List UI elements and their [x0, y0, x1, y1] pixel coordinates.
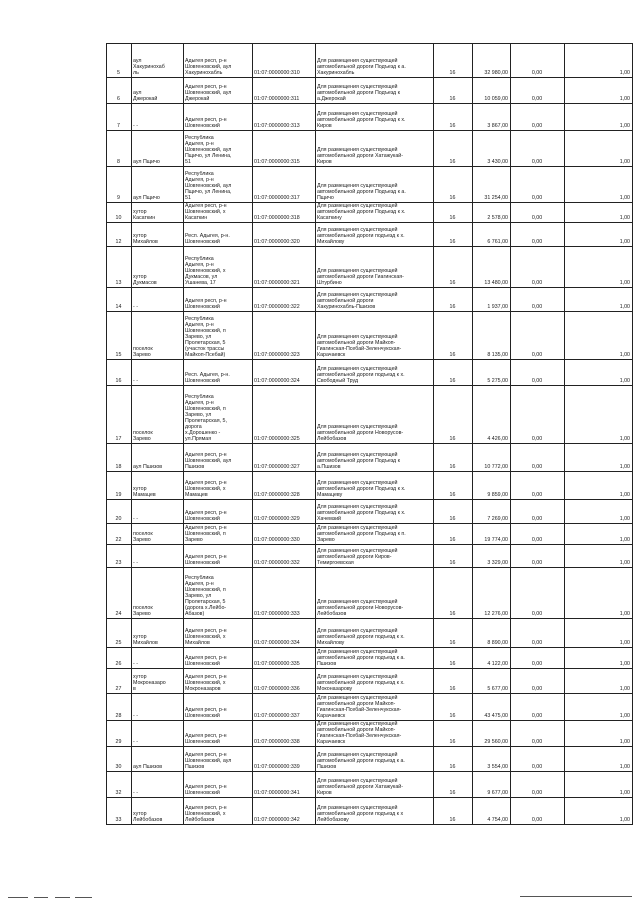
value-a-cell: 0,00	[531, 96, 543, 102]
value-a-cell: 0,00	[531, 378, 543, 384]
table-row-line	[106, 246, 633, 247]
row-number-cell: 24	[115, 611, 122, 617]
table-column-line	[632, 43, 633, 824]
purpose-cell: Для размещения существующей автомобильной дороги Новорусов- Лейбобазов	[317, 599, 404, 617]
value-a-cell: 0,00	[531, 280, 543, 286]
row-number-cell: 15	[115, 352, 122, 358]
address-cell: Республика Адыгея, р-н Шовгеновский, х Дукмасов, ул Ушанева, 17	[185, 256, 226, 286]
row-number-cell: 22	[115, 537, 122, 543]
table-row-line	[106, 77, 633, 78]
locality-cell: - -	[133, 790, 138, 796]
area-cell: 19 774,00	[484, 537, 508, 543]
cadastral-number-cell: 01:07:0000000:324	[254, 378, 300, 384]
table-row-line	[106, 668, 633, 669]
category-code-cell: 16	[449, 611, 456, 617]
locality-cell: аул Пшизов	[133, 764, 163, 770]
area-cell: 7 269,00	[487, 516, 508, 522]
area-cell: 3 430,00	[487, 159, 508, 165]
category-code-cell: 16	[449, 195, 456, 201]
locality-cell: - -	[133, 378, 138, 384]
category-code-cell: 16	[449, 96, 456, 102]
table-row-line	[106, 385, 633, 386]
value-a-cell: 0,00	[531, 70, 543, 76]
cadastral-number-cell: 01:07:0000000:327	[254, 464, 300, 470]
area-cell: 9 677,00	[487, 790, 508, 796]
value-b-cell: 1,00	[619, 790, 630, 796]
value-a-cell: 0,00	[531, 436, 543, 442]
value-b-cell: 1,00	[619, 611, 630, 617]
category-code-cell: 16	[449, 464, 456, 470]
area-cell: 5 677,00	[487, 686, 508, 692]
address-cell: Адыгея респ, р-н Шовгеновский	[185, 298, 227, 310]
locality-cell: поселок Зарево	[133, 531, 153, 543]
row-number-cell: 16	[115, 378, 122, 384]
value-b-cell: 1,00	[619, 352, 630, 358]
cadastral-number-cell: 01:07:0000000:317	[254, 195, 300, 201]
area-cell: 2 578,00	[487, 215, 508, 221]
value-b-cell: 1,00	[619, 492, 630, 498]
locality-cell: - -	[133, 304, 138, 310]
table-row-line	[106, 797, 633, 798]
cadastral-number-cell: 01:07:0000000:330	[254, 537, 300, 543]
table-row-line	[106, 130, 633, 131]
purpose-cell: Для размещения существующей автомобильной дороги подъезд к х. Моконазарову	[317, 674, 405, 692]
value-b-cell: 1,00	[619, 537, 630, 543]
area-cell: 8 890,00	[487, 640, 508, 646]
purpose-cell: Для размещения существующей автомобильной дороги Подъезд к х. Киров	[317, 111, 406, 129]
area-cell: 9 859,00	[487, 492, 508, 498]
address-cell: Респ. Адыгея, р-н. Шовгеновский	[185, 233, 230, 245]
row-number-cell: 30	[115, 764, 122, 770]
category-code-cell: 16	[449, 215, 456, 221]
table-column-line	[106, 43, 107, 824]
value-b-cell: 1,00	[619, 436, 630, 442]
category-code-cell: 16	[449, 640, 456, 646]
area-cell: 4 122,00	[487, 661, 508, 667]
value-a-cell: 0,00	[531, 492, 543, 498]
category-code-cell: 16	[449, 537, 456, 543]
table-row-line	[106, 471, 633, 472]
address-cell: Республика Адыгея, р-н Шовгеновский, аул Пщичо, ул Ленина, 51	[185, 171, 232, 201]
row-number-cell: 17	[115, 436, 122, 442]
locality-cell: аул Пшизов	[133, 464, 163, 470]
locality-cell: хутор Михайлов	[133, 233, 158, 245]
purpose-cell: Для размещения существующей автомобильной дороги Киров- Темиргоевская	[317, 548, 398, 566]
area-cell: 29 560,00	[484, 739, 508, 745]
value-a-cell: 0,00	[531, 464, 543, 470]
table-row-line	[106, 499, 633, 500]
locality-cell: хутор Мокроназаро в	[133, 674, 166, 692]
address-cell: Адыгея респ, р-н Шовгеновский	[185, 554, 227, 566]
purpose-cell: Для размещения существующей автомобильной дороги Подъезд к х. Хачемзий	[317, 504, 406, 522]
area-cell: 3 329,00	[487, 560, 508, 566]
area-cell: 4 426,00	[487, 436, 508, 442]
locality-cell: аул Джерокай	[133, 90, 158, 102]
locality-cell: хутор Касаткин	[133, 209, 156, 221]
category-code-cell: 16	[449, 713, 456, 719]
value-b-cell: 1,00	[619, 713, 630, 719]
locality-cell: аул Пщичо	[133, 195, 160, 201]
category-code-cell: 16	[449, 123, 456, 129]
address-cell: Адыгея респ, р-н Шовгеновский, аул Пшизов	[185, 752, 232, 770]
address-cell: Адыгея респ, р-н Шовгеновский, х Мокроназаров	[185, 674, 227, 692]
purpose-cell: Для размещения существующей автомобильной дороги подъезд к х. Михайлову	[317, 628, 405, 646]
table-row-line	[106, 359, 633, 360]
address-cell: Адыгея респ, р-н Шовгеновский, аул Джерокай	[185, 84, 232, 102]
purpose-cell: Для размещения существующей автомобильной дороги подъезд к х Лейбобазову	[317, 805, 404, 823]
address-cell: Адыгея респ, р-н Шовгеновский, аул Пшизов	[185, 452, 232, 470]
address-cell: Республика Адыгея, р-н Шовгеновский, п Зарево, ул Пролетарская, 5 (участок трассы Майкоп-Псебай)	[185, 316, 226, 358]
area-cell: 6 761,00	[487, 239, 508, 245]
purpose-cell: Для размещения существующей автомобильной дороги Подъезд к а. Хакуринохабль	[317, 58, 406, 76]
address-cell: Республика Адыгея, р-н Шовгеновский, п Зарево, ул Пролетарская, 5 (дорога х.Лейбо- Абазов)	[185, 575, 227, 617]
value-b-cell: 1,00	[619, 764, 630, 770]
value-b-cell: 1,00	[619, 195, 630, 201]
category-code-cell: 16	[449, 159, 456, 165]
category-code-cell: 16	[449, 516, 456, 522]
table-column-line	[315, 43, 316, 824]
value-a-cell: 0,00	[531, 739, 543, 745]
purpose-cell: Для размещения существующей автомобильной дороги Подъезд к п. Зарево	[317, 525, 406, 543]
value-b-cell: 1,00	[619, 304, 630, 310]
footer-rule	[8, 897, 28, 898]
value-b-cell: 1,00	[619, 215, 630, 221]
value-a-cell: 0,00	[531, 661, 543, 667]
cadastral-number-cell: 01:07:0000000:320	[254, 239, 300, 245]
value-a-cell: 0,00	[531, 215, 543, 221]
value-a-cell: 0,00	[531, 817, 543, 823]
purpose-cell: Для размещения существующей автомобильной дороги Подъезд к а.Джерокай	[317, 84, 400, 102]
row-number-cell: 33	[115, 817, 122, 823]
category-code-cell: 16	[449, 70, 456, 76]
value-a-cell: 0,00	[531, 195, 543, 201]
purpose-cell: Для размещения существующей автомобильной дороги Подъезд к х. Касаткину	[317, 203, 406, 221]
value-b-cell: 1,00	[619, 640, 630, 646]
cadastral-number-cell: 01:07:0000000:323	[254, 352, 300, 358]
table-row-line	[106, 771, 633, 772]
value-b-cell: 1,00	[619, 159, 630, 165]
purpose-cell: Для размещения существующей автомобильной дороги Майкоп- Гиагинская-Псебай-Зеленчукская- Карачаевск	[317, 721, 402, 745]
row-number-cell: 23	[115, 560, 122, 566]
area-cell: 3 867,00	[487, 123, 508, 129]
value-b-cell: 1,00	[619, 96, 630, 102]
address-cell: Адыгея респ, р-н Шовгеновский, х Мамацев	[185, 480, 227, 498]
value-a-cell: 0,00	[531, 560, 543, 566]
area-cell: 32 980,00	[484, 70, 508, 76]
table-row-line	[106, 647, 633, 648]
table-column-line	[252, 43, 253, 824]
table-column-line	[510, 43, 511, 824]
value-a-cell: 0,00	[531, 537, 543, 543]
row-number-cell: 28	[115, 713, 122, 719]
value-b-cell: 1,00	[619, 280, 630, 286]
locality-cell: хутор Лейбобазов	[133, 811, 163, 823]
area-cell: 1 937,00	[487, 304, 508, 310]
row-number-cell: 9	[117, 195, 120, 201]
value-b-cell: 1,00	[619, 817, 630, 823]
row-number-cell: 8	[117, 159, 120, 165]
footer-rule	[75, 897, 92, 898]
row-number-cell: 18	[115, 464, 122, 470]
category-code-cell: 16	[449, 739, 456, 745]
cadastral-number-cell: 01:07:0000000:337	[254, 713, 300, 719]
category-code-cell: 16	[449, 764, 456, 770]
area-cell: 12 276,00	[484, 611, 508, 617]
table-row-line	[106, 544, 633, 545]
purpose-cell: Для размещения существующей автомобильной дороги подъезд к х. Свободный Труд	[317, 366, 405, 384]
category-code-cell: 16	[449, 352, 456, 358]
row-number-cell: 26	[115, 661, 122, 667]
table-column-line	[131, 43, 132, 824]
locality-cell: - -	[133, 661, 138, 667]
table-row-line	[106, 166, 633, 167]
cadastral-number-cell: 01:07:0000000:336	[254, 686, 300, 692]
table-row-line	[106, 523, 633, 524]
purpose-cell: Для размещения существующей автомобильной дороги Хатажукай- Киров	[317, 778, 404, 796]
value-b-cell: 1,00	[619, 560, 630, 566]
category-code-cell: 16	[449, 378, 456, 384]
table-row-line	[106, 443, 633, 444]
row-number-cell: 10	[115, 215, 122, 221]
value-a-cell: 0,00	[531, 713, 543, 719]
cadastral-number-cell: 01:07:0000000:325	[254, 436, 300, 442]
cadastral-number-cell: 01:07:0000000:311	[254, 96, 300, 102]
table-row-line	[106, 746, 633, 747]
category-code-cell: 16	[449, 436, 456, 442]
category-code-cell: 16	[449, 560, 456, 566]
purpose-cell: Для размещения существующей автомобильной дороги Подъезд к а.Пшизов	[317, 452, 400, 470]
locality-cell: аул Пщичо	[133, 159, 160, 165]
row-number-cell: 25	[115, 640, 122, 646]
table-row-line	[106, 824, 633, 825]
table-row-line	[106, 43, 633, 44]
table-column-line	[564, 43, 565, 824]
row-number-cell: 20	[115, 516, 122, 522]
row-number-cell: 6	[117, 96, 120, 102]
table-row-line	[106, 567, 633, 568]
cadastral-number-cell: 01:07:0000000:338	[254, 739, 300, 745]
cadastral-number-cell: 01:07:0000000:318	[254, 215, 300, 221]
area-cell: 31 254,00	[484, 195, 508, 201]
locality-cell: - -	[133, 739, 138, 745]
locality-cell: - -	[133, 123, 138, 129]
purpose-cell: Для размещения существующей автомобильной дороги Хакуринохабль-Пшизов	[317, 292, 398, 310]
area-cell: 13 480,00	[484, 280, 508, 286]
row-number-cell: 14	[115, 304, 122, 310]
address-cell: Адыгея респ, р-н Шовгеновский	[185, 707, 227, 719]
locality-cell: - -	[133, 516, 138, 522]
cadastral-number-cell: 01:07:0000000:329	[254, 516, 300, 522]
address-cell: Адыгея респ, р-н Шовгеновский	[185, 117, 227, 129]
area-cell: 10 059,00	[484, 96, 508, 102]
address-cell: Адыгея респ, р-н Шовгеновский, х Касаткин	[185, 203, 227, 221]
category-code-cell: 16	[449, 239, 456, 245]
category-code-cell: 16	[449, 817, 456, 823]
table-column-line	[433, 43, 434, 824]
purpose-cell: Для размещения существующей автомобильной дороги Новорусов- Лейбобазов	[317, 424, 404, 442]
value-a-cell: 0,00	[531, 123, 543, 129]
row-number-cell: 7	[117, 123, 120, 129]
value-b-cell: 1,00	[619, 686, 630, 692]
area-cell: 4 754,00	[487, 817, 508, 823]
cadastral-number-cell: 01:07:0000000:321	[254, 280, 300, 286]
cadastral-number-cell: 01:07:0000000:334	[254, 640, 300, 646]
value-a-cell: 0,00	[531, 764, 543, 770]
row-number-cell: 32	[115, 790, 122, 796]
area-cell: 8 135,00	[487, 352, 508, 358]
category-code-cell: 16	[449, 492, 456, 498]
purpose-cell: Для размещения существующей автомобильной дороги Майкоп- Гиагинская-Псебай-Зеленчукская- Карачаевск	[317, 334, 402, 358]
category-code-cell: 16	[449, 304, 456, 310]
cadastral-number-cell: 01:07:0000000:335	[254, 661, 300, 667]
category-code-cell: 16	[449, 686, 456, 692]
cadastral-number-cell: 01:07:0000000:322	[254, 304, 300, 310]
address-cell: Адыгея респ, р-н Шовгеновский, п Зарево	[185, 525, 227, 543]
purpose-cell: Для размещения существующей автомобильной дороги Хатажукай- Киров	[317, 147, 404, 165]
address-cell: Адыгея респ, р-н Шовгеновский, х Лейбобазов	[185, 805, 227, 823]
area-cell: 5 275,00	[487, 378, 508, 384]
locality-cell: аул Хакуринохаб ль	[133, 58, 165, 76]
locality-cell: - -	[133, 713, 138, 719]
category-code-cell: 16	[449, 661, 456, 667]
row-number-cell: 13	[115, 280, 122, 286]
value-a-cell: 0,00	[531, 790, 543, 796]
table-column-line	[183, 43, 184, 824]
category-code-cell: 16	[449, 790, 456, 796]
purpose-cell: Для размещения существующей автомобильной дороги подъезд к а. Пшизов	[317, 649, 405, 667]
value-b-cell: 1,00	[619, 378, 630, 384]
address-cell: Республика Адыгея, р-н Шовгеновский, аул Пщичо, ул Ленина, 51	[185, 135, 232, 165]
category-code-cell: 16	[449, 280, 456, 286]
cadastral-number-cell: 01:07:0000000:328	[254, 492, 300, 498]
footer-rule	[520, 896, 632, 897]
row-number-cell: 27	[115, 686, 122, 692]
locality-cell: хутор Дукмасов	[133, 274, 157, 286]
locality-cell: хутор Михайлов	[133, 634, 158, 646]
cadastral-number-cell: 01:07:0000000:341	[254, 790, 300, 796]
cadastral-number-cell: 01:07:0000000:333	[254, 611, 300, 617]
value-a-cell: 0,00	[531, 304, 543, 310]
cadastral-number-cell: 01:07:0000000:339	[254, 764, 300, 770]
table-row-line	[106, 222, 633, 223]
purpose-cell: Для размещения существующей автомобильной дороги подъезд к х. Михайлову	[317, 227, 405, 245]
row-number-cell: 29	[115, 739, 122, 745]
value-a-cell: 0,00	[531, 611, 543, 617]
address-cell: Адыгея респ, р-н Шовгеновский	[185, 733, 227, 745]
value-b-cell: 1,00	[619, 123, 630, 129]
table-row-line	[106, 693, 633, 694]
address-cell: Адыгея респ, р-н Шовгеновский	[185, 510, 227, 522]
locality-cell: хутор Мамацев	[133, 486, 156, 498]
address-cell: Адыгея респ, р-н Шовгеновский	[185, 655, 227, 667]
row-number-cell: 19	[115, 492, 122, 498]
cadastral-number-cell: 01:07:0000000:313	[254, 123, 300, 129]
value-a-cell: 0,00	[531, 239, 543, 245]
area-cell: 3 554,00	[487, 764, 508, 770]
cadastral-number-cell: 01:07:0000000:332	[254, 560, 300, 566]
value-a-cell: 0,00	[531, 686, 543, 692]
value-b-cell: 1,00	[619, 739, 630, 745]
value-b-cell: 1,00	[619, 516, 630, 522]
cadastral-number-cell: 01:07:0000000:342	[254, 817, 300, 823]
purpose-cell: Для размещения существующей автомобильной дороги Подъезд к х. Мамацеву	[317, 480, 406, 498]
value-b-cell: 1,00	[619, 70, 630, 76]
area-cell: 10 772,00	[484, 464, 508, 470]
purpose-cell: Для размещения существующей автомобильной дороги Гиагинская- Штурбино	[317, 268, 404, 286]
value-a-cell: 0,00	[531, 516, 543, 522]
locality-cell: поселок Зарево	[133, 605, 153, 617]
table-column-line	[472, 43, 473, 824]
table-row-line	[106, 618, 633, 619]
table-row-line	[106, 103, 633, 104]
value-b-cell: 1,00	[619, 239, 630, 245]
value-a-cell: 0,00	[531, 159, 543, 165]
row-number-cell: 5	[117, 70, 120, 76]
footer-rule	[34, 897, 48, 898]
address-cell: Адыгея респ, р-н Шовгеновский, х Михайлов	[185, 628, 227, 646]
locality-cell: - -	[133, 560, 138, 566]
address-cell: Респ. Адыгея, р-н. Шовгеновский	[185, 372, 230, 384]
purpose-cell: Для размещения существующей автомобильной дороги подъезд к а. Пшизов	[317, 752, 405, 770]
footer-rule	[55, 897, 70, 898]
address-cell: Адыгея респ, р-н Шовгеновский	[185, 784, 227, 796]
area-cell: 43 475,00	[484, 713, 508, 719]
locality-cell: поселок Зарево	[133, 430, 153, 442]
address-cell: Адыгея респ, р-н Шовгеновский, аул Хакуринохабль	[185, 58, 232, 76]
value-a-cell: 0,00	[531, 640, 543, 646]
address-cell: Республика Адыгея, р-н Шовгеновский, п Зарево, ул Пролетарская, 5, дорога х.Дорошенко - ул.Прямая	[185, 394, 227, 442]
locality-cell: поселок Зарево	[133, 346, 153, 358]
cadastral-number-cell: 01:07:0000000:310	[254, 70, 300, 76]
table-row-line	[106, 311, 633, 312]
value-b-cell: 1,00	[619, 661, 630, 667]
value-a-cell: 0,00	[531, 352, 543, 358]
cadastral-number-cell: 01:07:0000000:315	[254, 159, 300, 165]
purpose-cell: Для размещения существующей автомобильной дороги Подъезд к а. Пщичо	[317, 183, 406, 201]
value-b-cell: 1,00	[619, 464, 630, 470]
row-number-cell: 12	[115, 239, 122, 245]
purpose-cell: Для размещения существующей автомобильной дороги Майкоп- Гиагинская-Псебай-Зеленчукская- Карачаевск	[317, 695, 402, 719]
table-row-line	[106, 287, 633, 288]
